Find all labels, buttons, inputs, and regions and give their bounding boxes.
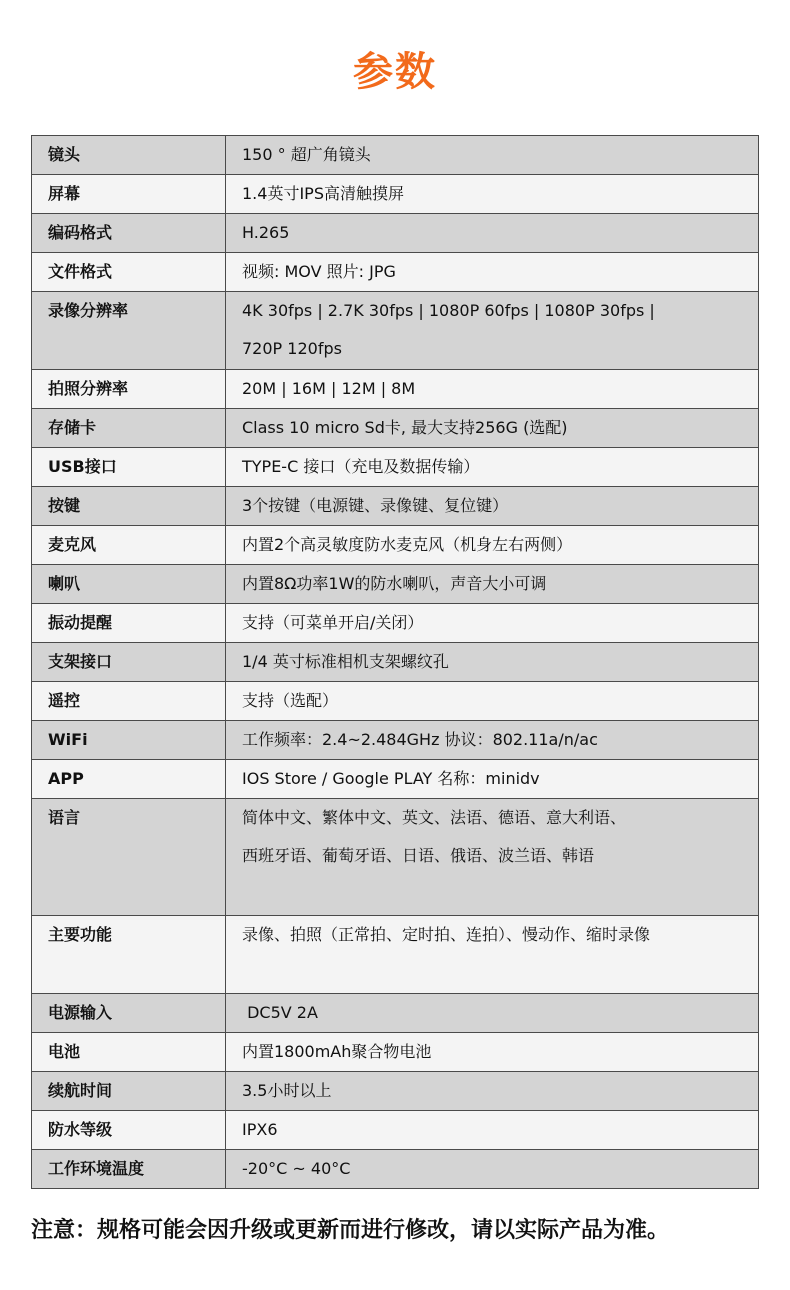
spec-value: TYPE-C 接口（充电及数据传输）	[226, 448, 759, 487]
spec-value-line: 西班牙语、葡萄牙语、日语、俄语、波兰语、韩语	[242, 846, 595, 865]
spec-value: 1.4英寸IPS高清触摸屏	[226, 175, 759, 214]
table-row	[32, 487, 759, 526]
spec-value: 录像、拍照（正常拍、定时拍、连拍）、慢动作、缩时录像	[226, 916, 759, 994]
spec-key: 工作环境温度	[32, 1150, 226, 1189]
spec-key: 镜头	[32, 136, 226, 175]
spec-key: 电池	[32, 1033, 226, 1072]
spec-value: IOS Store / Google PLAY 名称：minidv	[226, 760, 759, 799]
spec-value: -20°C ~ 40°C	[226, 1150, 759, 1189]
spec-key: 麦克风	[32, 526, 226, 565]
spec-key: 主要功能	[32, 916, 226, 994]
table-row	[32, 175, 759, 214]
table-row	[32, 526, 759, 565]
table-row	[32, 604, 759, 643]
spec-value-line: 4K 30fps | 2.7K 30fps | 1080P 60fps | 1080P 30fps |	[242, 301, 655, 320]
spec-key: 振动提醒	[32, 604, 226, 643]
spec-value: 内置8Ω功率1W的防水喇叭，声音大小可调	[226, 565, 759, 604]
spec-key: 遥控	[32, 682, 226, 721]
spec-value-line: 720P 120fps	[242, 339, 342, 358]
table-row	[32, 253, 759, 292]
table-row	[32, 448, 759, 487]
spec-value	[226, 292, 759, 370]
spec-value: IPX6	[226, 1111, 759, 1150]
table-row	[32, 1033, 759, 1072]
table-row	[32, 370, 759, 409]
spec-value: Class 10 micro Sd卡, 最大支持256G (选配)	[226, 409, 759, 448]
spec-key: 按键	[32, 487, 226, 526]
spec-value: 150 ° 超广角镜头	[226, 136, 759, 175]
spec-key: 拍照分辨率	[32, 370, 226, 409]
spec-key: 录像分辨率	[32, 292, 226, 370]
table-row	[32, 1072, 759, 1111]
table-row	[32, 994, 759, 1033]
disclaimer-note: 注意：规格可能会因升级或更新而进行修改，请以实际产品为准。	[31, 1218, 670, 1243]
table-row	[32, 565, 759, 604]
spec-key: 语言	[32, 799, 226, 916]
spec-value	[226, 799, 759, 916]
spec-key: USB接口	[32, 448, 226, 487]
spec-value: 工作频率：2.4~2.484GHz 协议：802.11a/n/ac	[226, 721, 759, 760]
spec-key: 续航时间	[32, 1072, 226, 1111]
spec-value: H.265	[226, 214, 759, 253]
spec-key: APP	[32, 760, 226, 799]
spec-key: 喇叭	[32, 565, 226, 604]
spec-value: 3.5小时以上	[226, 1072, 759, 1111]
spec-value: 3个按键（电源键、录像键、复位键）	[226, 487, 759, 526]
table-row	[32, 409, 759, 448]
table-row	[32, 799, 759, 916]
table-row	[32, 1111, 759, 1150]
spec-value: 支持（可菜单开启/关闭）	[226, 604, 759, 643]
table-row	[32, 721, 759, 760]
table-row	[32, 292, 759, 370]
table-row	[32, 682, 759, 721]
spec-key: 编码格式	[32, 214, 226, 253]
spec-value: 内置2个高灵敏度防水麦克风（机身左右两侧）	[226, 526, 759, 565]
spec-value: 内置1800mAh聚合物电池	[226, 1033, 759, 1072]
spec-value: 支持（选配）	[226, 682, 759, 721]
spec-key: 文件格式	[32, 253, 226, 292]
table-row	[32, 214, 759, 253]
spec-key: WiFi	[32, 721, 226, 760]
spec-value-line: 简体中文、繁体中文、英文、法语、德语、意大利语、	[242, 808, 627, 827]
spec-value: 1/4 英寸标准相机支架螺纹孔	[226, 643, 759, 682]
spec-key: 存储卡	[32, 409, 226, 448]
table-row	[32, 643, 759, 682]
spec-value: 20M | 16M | 12M | 8M	[226, 370, 759, 409]
table-row	[32, 136, 759, 175]
spec-key: 电源输入	[32, 994, 226, 1033]
spec-key: 屏幕	[32, 175, 226, 214]
table-row	[32, 1150, 759, 1189]
spec-key: 支架接口	[32, 643, 226, 682]
spec-key: 防水等级	[32, 1111, 226, 1150]
table-row	[32, 916, 759, 994]
page-title: 参数	[353, 49, 437, 95]
spec-value: 视频: MOV 照片: JPG	[226, 253, 759, 292]
spec-table	[31, 135, 759, 1189]
spec-value: DC5V 2A	[226, 994, 759, 1033]
table-row	[32, 760, 759, 799]
